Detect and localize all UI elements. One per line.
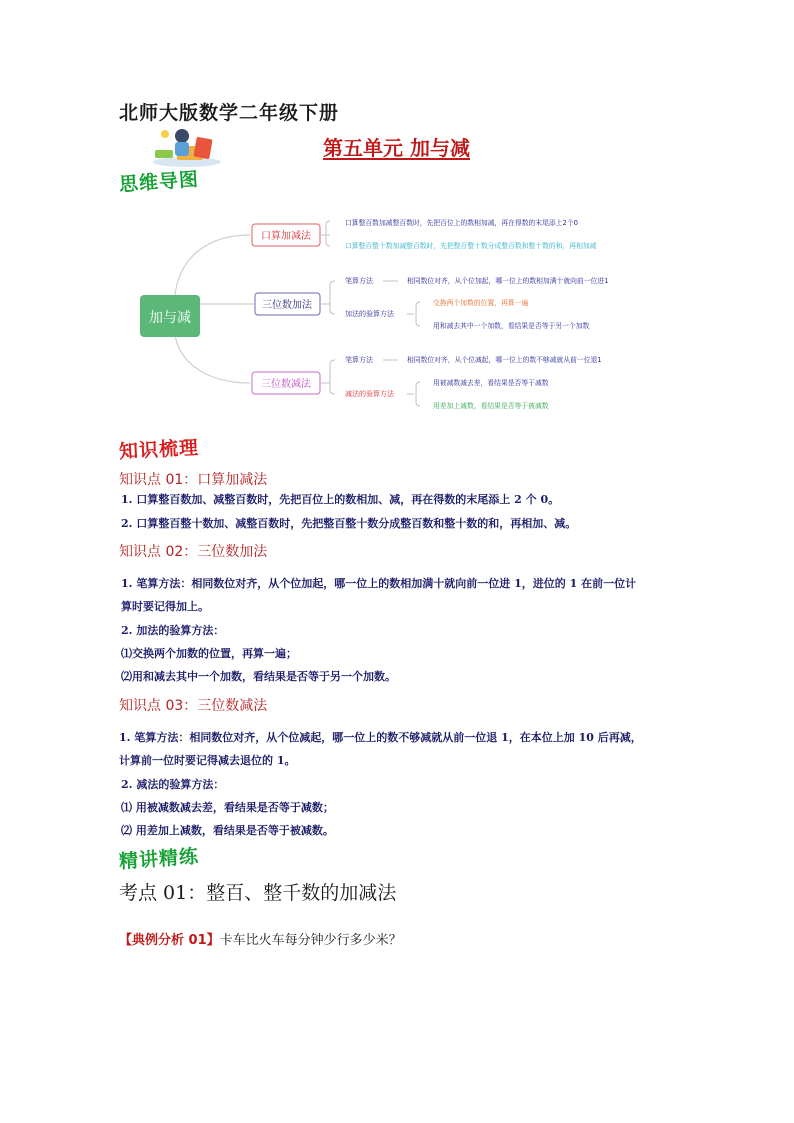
example-tag: 【典例分析 01】 [119, 933, 220, 948]
section-knowledge: 知识梳理 [118, 436, 200, 463]
mind-map-center-label: 加与减 [149, 310, 191, 326]
branch2-check: 加法的验算方法 [345, 310, 394, 318]
example-question [119, 929, 402, 948]
kp3-line-5: ⑵ 用差加上减数，看结果是否等于被减数。 [121, 824, 334, 837]
branch3-method: 笔算方法 [345, 356, 373, 364]
branch-label-add: 三位数加法 [262, 300, 312, 311]
branch3-check: 减法的验算方法 [345, 390, 394, 398]
study-illustration-icon [147, 124, 223, 168]
branch1-item-1: 口算整百数加减整百数时，先把百位上的数相加减，再在得数的末尾添上2个0 [345, 219, 578, 227]
branch-label-mental-calc: 口算加减法 [261, 231, 311, 242]
exam-point-title: 考点 01：整百、整千数的加减法 [119, 882, 397, 904]
kp1-line-1: 1. 口算整百数加、减整百数时，先把百位上的数相加、减，再在得数的末尾添上 2 个 0。 [121, 493, 560, 506]
branch2-check-item-2: 用和减去其中一个加数，看结果是否等于另一个加数 [433, 322, 590, 330]
branch3-check-item-1: 用被减数减去差，看结果是否等于减数 [433, 379, 549, 387]
branch3-method-text: 相同数位对齐，从个位减起，哪一位上的数不够减就从前一位退1 [407, 356, 602, 364]
kp3-line-3: 2. 减法的验算方法： [121, 778, 225, 791]
kp2-line-1: 1. 笔算方法：相同数位对齐，从个位加起，哪一位上的数相加满十就向前一位进 1，进位的 1 在前一位计 [121, 577, 637, 590]
kp1-line-2: 2. 口算整百整十数加、减整百数时，先把整百整十数分成整百数和整十数的和，再相加、减。 [121, 517, 577, 530]
branch2-method-text: 相同数位对齐，从个位加起，哪一位上的数相加满十就向前一位进1 [407, 277, 609, 285]
knowledge-point-1-title: 知识点 01：口算加减法 [119, 472, 268, 488]
example-text: 卡车比火车每分钟少行多少米？ [219, 933, 402, 948]
branch3-check-item-2: 用差加上减数，看结果是否等于被减数 [433, 402, 549, 410]
branch2-method: 笔算方法 [345, 277, 373, 285]
section-practice: 精讲精练 [118, 845, 200, 873]
mind-map [130, 205, 690, 430]
kp2-line-4: ⑴交换两个加数的位置，再算一遍； [121, 647, 297, 660]
section-mind-map: 思维导图 [118, 168, 200, 196]
kp3-line-2: 计算前一位时要记得减去退位的 1。 [119, 754, 296, 767]
branch-label-subtract: 三位数减法 [261, 379, 311, 390]
unit-title: 第五单元 加与减 [323, 136, 470, 160]
branch1-item-2: 口算整百整十数加减整百数时，先把整百整十数分成整百数和整十数的和，再相加减 [345, 242, 597, 250]
kp2-line-5: ⑵用和减去其中一个加数，看结果是否等于另一个加数。 [121, 670, 396, 683]
knowledge-point-2-title: 知识点 02：三位数加法 [119, 544, 268, 560]
book-title: 北师大版数学二年级下册 [119, 102, 340, 124]
kp2-line-2: 算时要记得加上。 [121, 600, 209, 613]
knowledge-point-3-title: 知识点 03：三位数减法 [119, 698, 268, 714]
kp3-line-4: ⑴ 用被减数减去差，看结果是否等于减数； [121, 801, 334, 814]
kp2-line-3: 2. 加法的验算方法： [121, 624, 225, 637]
kp3-line-1: 1. 笔算方法：相同数位对齐，从个位减起，哪一位上的数不够减就从前一位退 1，在本位上加 10 后再减， [119, 731, 642, 744]
branch2-check-item-1: 交换两个加数的位置，再算一遍 [433, 299, 529, 307]
